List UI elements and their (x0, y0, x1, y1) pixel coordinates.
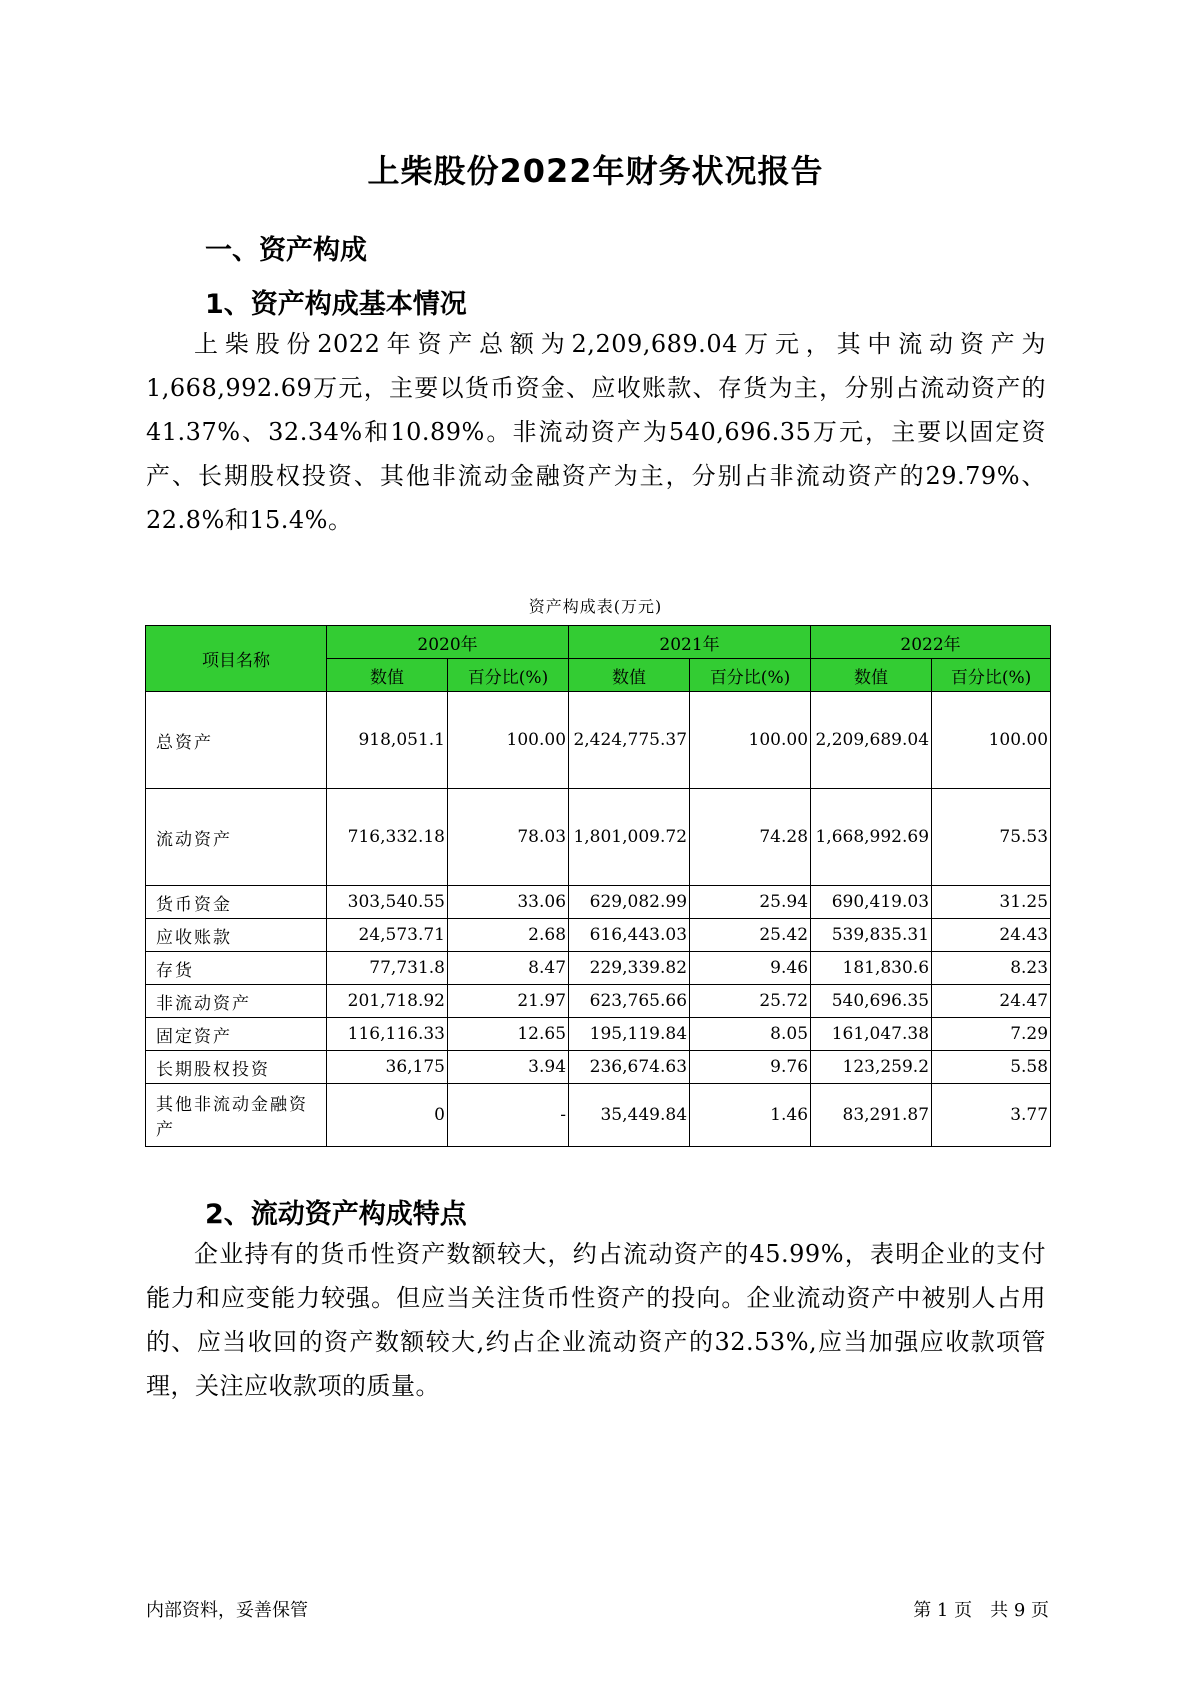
header-percent: 百分比(%) (932, 659, 1051, 692)
table-row (146, 919, 1051, 952)
asset-composition-table (145, 625, 1051, 1147)
cell-value-2021: 195,119.84 (569, 1018, 690, 1051)
cell-percent-2020: 78.03 (448, 789, 569, 886)
header-value: 数值 (569, 659, 690, 692)
cell-value-2020: 0 (327, 1084, 448, 1147)
cell-percent-2020: 12.65 (448, 1018, 569, 1051)
cell-value-2022: 690,419.03 (811, 886, 932, 919)
cell-value-2020: 24,573.71 (327, 919, 448, 952)
cell-value-2021: 35,449.84 (569, 1084, 690, 1147)
row-name: 固定资产 (146, 1018, 327, 1051)
header-year-2021: 2021年 (569, 626, 811, 659)
paragraph-asset-summary: 上柴股份2022年资产总额为2,209,689.04万元，其中流动资产为1,668,992.69万元，主要以货币资金、应收账款、存货为主，分别占流动资产的41.37%、32.34%和10.89%。非流动资产为540,696.35万元，主要以固定资产、长期股权投资、其他非流动金融资产为主，分别占非流动资产的29.79%、22.8%和15.4%。 (146, 330, 1046, 534)
cell-percent-2022: 8.23 (932, 952, 1051, 985)
row-name: 非流动资产 (146, 985, 327, 1018)
cell-value-2020: 303,540.55 (327, 886, 448, 919)
cell-value-2022: 540,696.35 (811, 985, 932, 1018)
cell-value-2020: 77,731.8 (327, 952, 448, 985)
header-percent: 百分比(%) (448, 659, 569, 692)
cell-percent-2021: 1.46 (690, 1084, 811, 1147)
row-name: 应收账款 (146, 919, 327, 952)
cell-percent-2021: 9.46 (690, 952, 811, 985)
row-name: 长期股权投资 (146, 1051, 327, 1084)
header-year-2022: 2022年 (811, 626, 1051, 659)
cell-value-2020: 116,116.33 (327, 1018, 448, 1051)
table-row (146, 952, 1051, 985)
header-item-name: 项目名称 (146, 626, 327, 692)
table-row (146, 1051, 1051, 1084)
row-name: 货币资金 (146, 886, 327, 919)
row-name: 存货 (146, 952, 327, 985)
cell-percent-2021: 25.72 (690, 985, 811, 1018)
cell-percent-2020: 8.47 (448, 952, 569, 985)
cell-percent-2021: 9.76 (690, 1051, 811, 1084)
cell-value-2022: 83,291.87 (811, 1084, 932, 1147)
cell-percent-2020: 100.00 (448, 692, 569, 789)
cell-percent-2020: 3.94 (448, 1051, 569, 1084)
cell-value-2020: 918,051.1 (327, 692, 448, 789)
header-year-2020: 2020年 (327, 626, 569, 659)
cell-percent-2022: 5.58 (932, 1051, 1051, 1084)
table-row (146, 1084, 1051, 1147)
cell-value-2021: 616,443.03 (569, 919, 690, 952)
cell-percent-2020: 2.68 (448, 919, 569, 952)
cell-value-2022: 181,830.6 (811, 952, 932, 985)
header-percent: 百分比(%) (690, 659, 811, 692)
cell-percent-2022: 24.47 (932, 985, 1051, 1018)
cell-value-2021: 229,339.82 (569, 952, 690, 985)
cell-percent-2022: 75.53 (932, 789, 1051, 886)
cell-percent-2021: 74.28 (690, 789, 811, 886)
row-name: 其他非流动金融资产 (146, 1084, 327, 1147)
cell-value-2022: 1,668,992.69 (811, 789, 932, 886)
table-row (146, 789, 1051, 886)
cell-percent-2022: 24.43 (932, 919, 1051, 952)
paragraph-current-assets: 企业持有的货币性资产数额较大，约占流动资产的45.99%，表明企业的支付能力和应变能力较强。但应当关注货币性资产的投向。企业流动资产中被别人占用的、应当收回的资产数额较大,约占企业流动资产的32.53%,应当加强应收款项管理，关注应收款项的质量。 (146, 1240, 1046, 1400)
table-row (146, 1018, 1051, 1051)
row-name: 总资产 (146, 692, 327, 789)
cell-value-2022: 161,047.38 (811, 1018, 932, 1051)
row-name: 流动资产 (146, 789, 327, 886)
table-caption: 资产构成表(万元) (528, 597, 663, 616)
table-row (146, 985, 1051, 1018)
subsection-heading-current-assets: 2、流动资产构成特点 (205, 1199, 467, 1230)
cell-value-2022: 2,209,689.04 (811, 692, 932, 789)
cell-value-2021: 623,765.66 (569, 985, 690, 1018)
header-value: 数值 (327, 659, 448, 692)
cell-value-2021: 2,424,775.37 (569, 692, 690, 789)
cell-value-2022: 123,259.2 (811, 1051, 932, 1084)
cell-percent-2021: 25.42 (690, 919, 811, 952)
subsection-heading-basic: 1、资产构成基本情况 (205, 289, 467, 320)
cell-percent-2020: - (448, 1084, 569, 1147)
cell-value-2021: 236,674.63 (569, 1051, 690, 1084)
cell-percent-2022: 3.77 (932, 1084, 1051, 1147)
cell-value-2020: 36,175 (327, 1051, 448, 1084)
cell-percent-2022: 31.25 (932, 886, 1051, 919)
cell-percent-2021: 8.05 (690, 1018, 811, 1051)
cell-percent-2021: 100.00 (690, 692, 811, 789)
header-value: 数值 (811, 659, 932, 692)
footer-page-number: 第 1 页 共 9 页 (913, 1600, 1049, 1621)
footer-confidential-note: 内部资料，妥善保管 (146, 1600, 308, 1621)
document-title: 上柴股份2022年财务状况报告 (367, 152, 824, 190)
cell-percent-2021: 25.94 (690, 886, 811, 919)
cell-percent-2022: 7.29 (932, 1018, 1051, 1051)
cell-value-2020: 201,718.92 (327, 985, 448, 1018)
cell-percent-2020: 21.97 (448, 985, 569, 1018)
cell-value-2020: 716,332.18 (327, 789, 448, 886)
table-row (146, 886, 1051, 919)
cell-value-2021: 1,801,009.72 (569, 789, 690, 886)
cell-value-2021: 629,082.99 (569, 886, 690, 919)
table-row (146, 692, 1051, 789)
cell-percent-2020: 33.06 (448, 886, 569, 919)
section-heading-asset-composition: 一、资产构成 (205, 235, 367, 266)
cell-value-2022: 539,835.31 (811, 919, 932, 952)
cell-percent-2022: 100.00 (932, 692, 1051, 789)
